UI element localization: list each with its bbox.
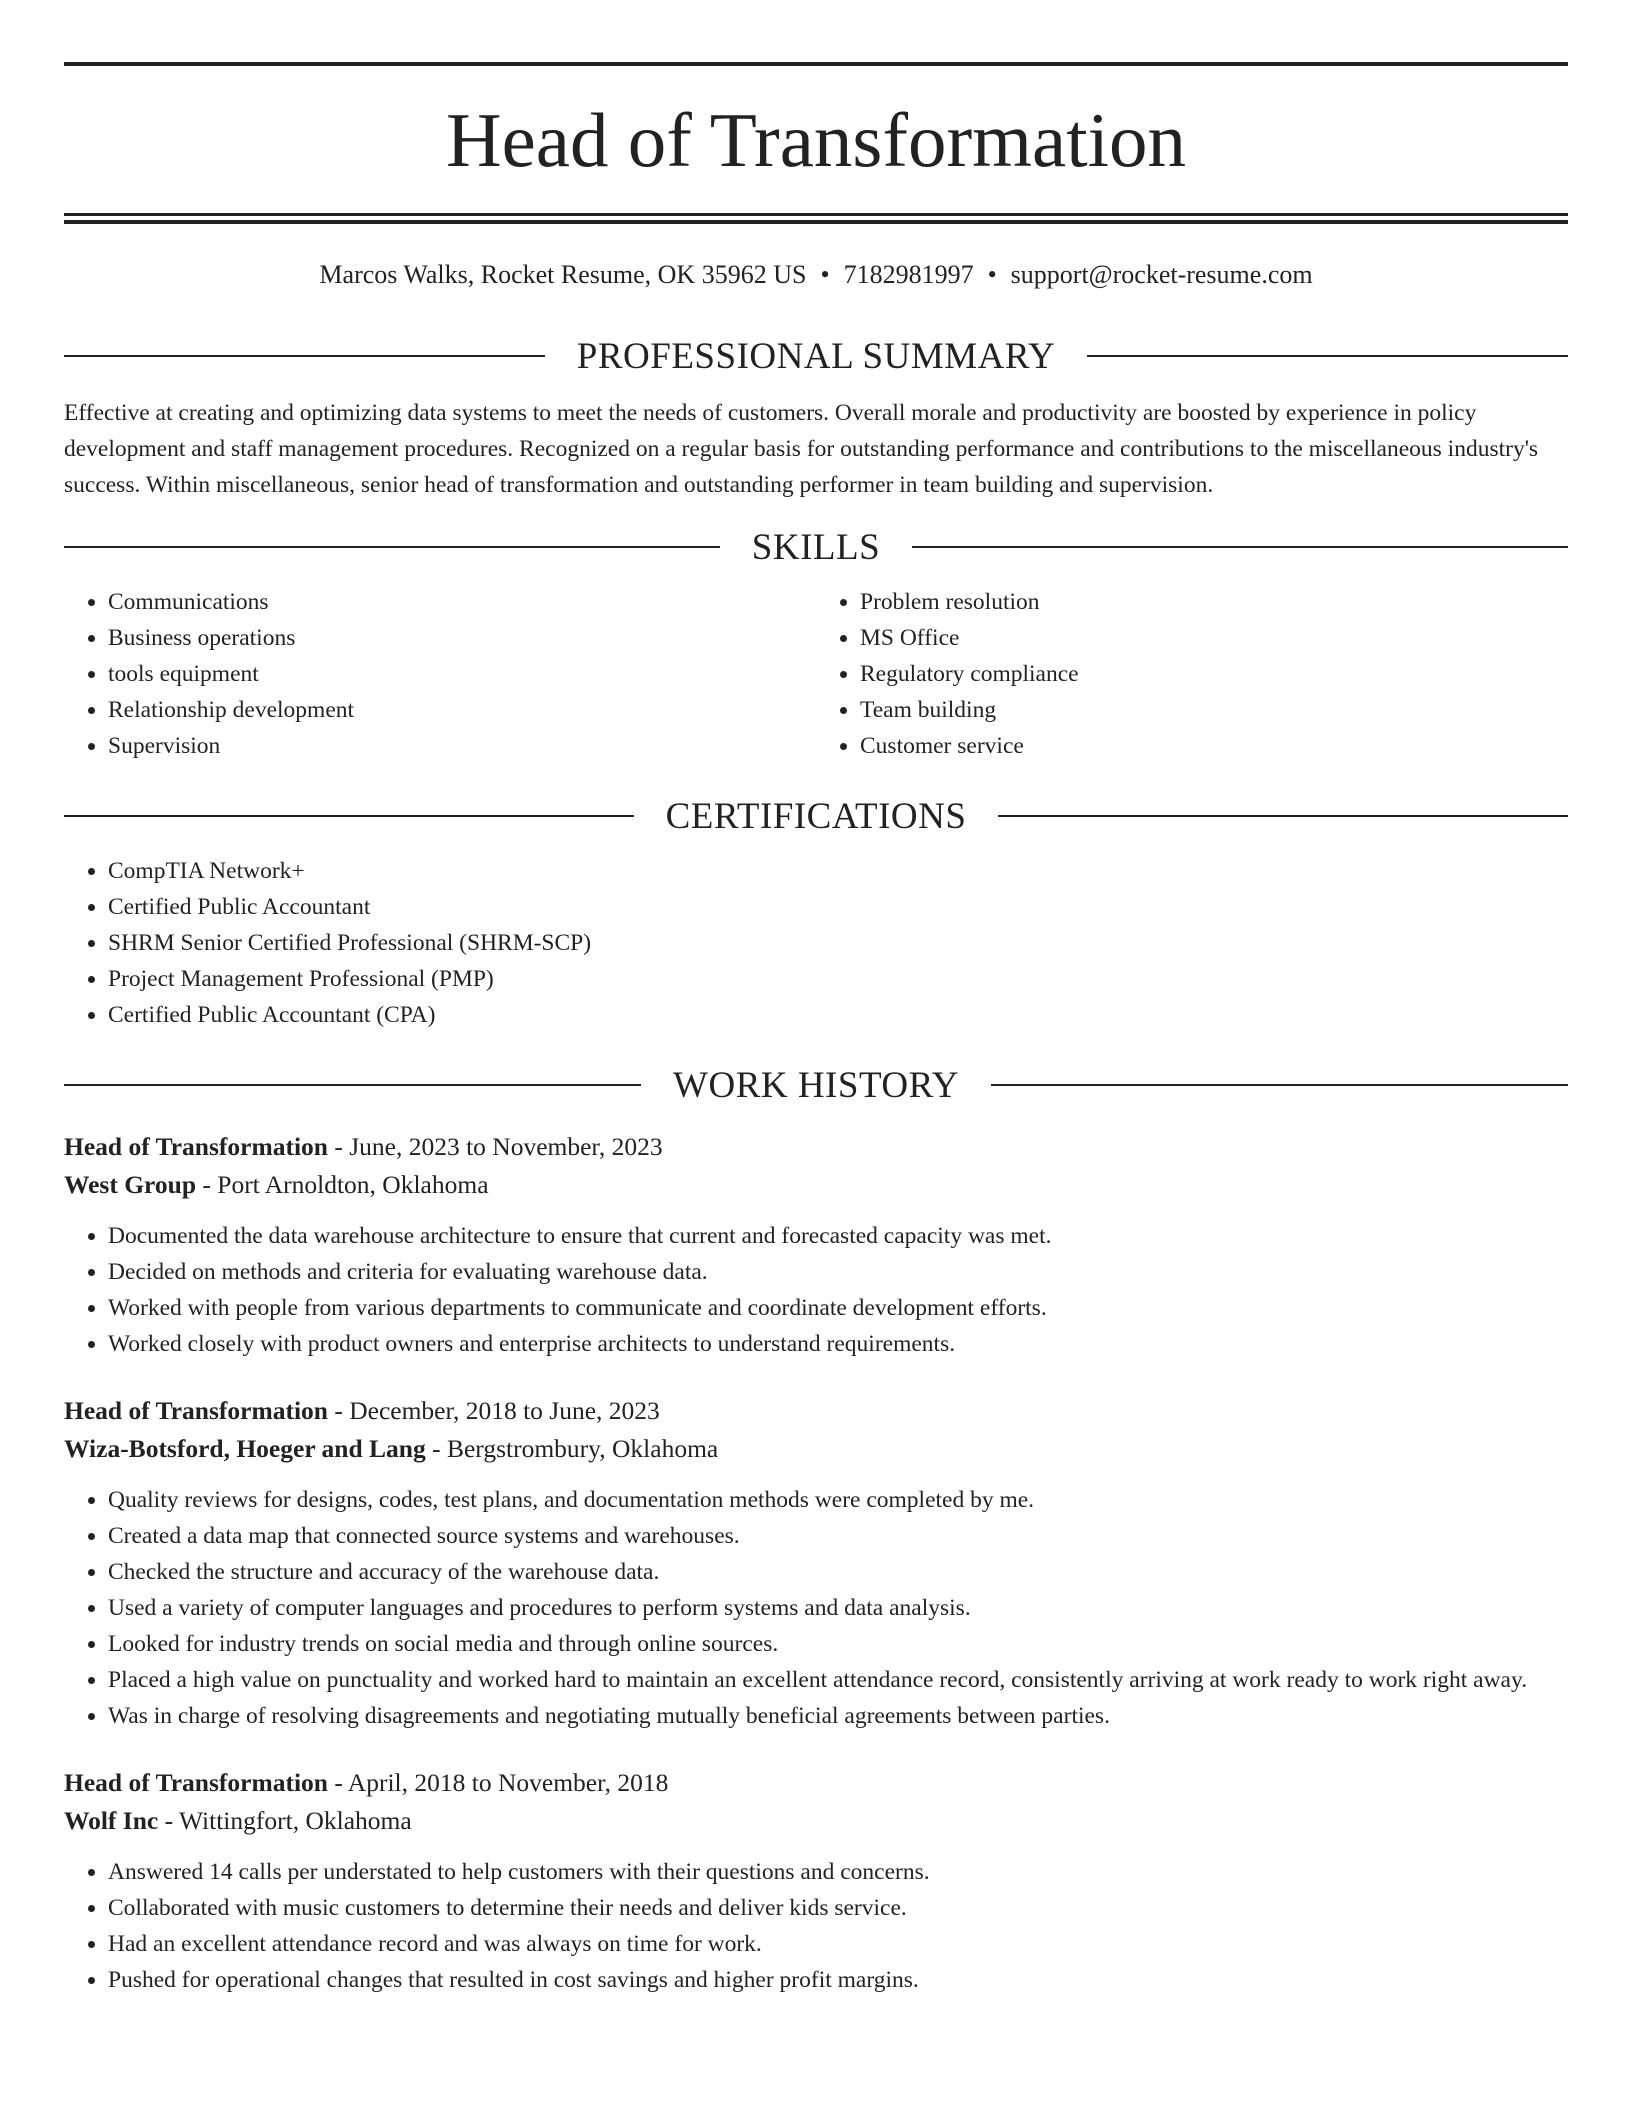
certifications-list	[64, 853, 1568, 1033]
heading-rule-right	[912, 546, 1568, 548]
job-entry	[64, 1764, 1568, 1998]
job-bullets	[64, 1482, 1568, 1734]
summary-text: Effective at creating and optimizing data systems to meet the needs of customers. Overall morale and productivity are boosted by experience in policy development and staff management procedures. Recognized on a regular basis for outstanding performance and contributions to the miscellaneous industry's success. Within miscellaneous, senior head of transformation and outstanding performer in team building and supervision.	[64, 399, 1539, 498]
contact-line	[64, 258, 1568, 292]
list-item: • Had an excellent attendance record and was always on time for work.	[108, 1926, 1568, 1962]
list-item: • Answered 14 calls per understated to help customers with their questions and concerns.	[108, 1854, 1568, 1890]
contact-separator: •	[987, 260, 997, 289]
job-location: - Wittingfort, Oklahoma	[158, 1805, 412, 1835]
list-item: • Created a data map that connected source systems and warehouses.	[108, 1518, 1568, 1554]
work-history-list	[64, 1128, 1568, 1998]
list-item: • Business operations	[108, 620, 816, 656]
list-item: • Regulatory compliance	[860, 656, 1568, 692]
list-item: • Supervision	[108, 728, 816, 764]
job-entry	[64, 1128, 1568, 1362]
job-dates: - April, 2018 to November, 2018	[327, 1767, 669, 1797]
heading-rule-left	[64, 815, 634, 817]
heading-rule-right	[1087, 355, 1568, 357]
job-company-line	[64, 1802, 1568, 1840]
list-item: • Customer service	[860, 728, 1568, 764]
job-dates: - June, 2023 to November, 2023	[327, 1131, 663, 1161]
work-heading	[64, 1064, 1568, 1106]
job-title-line	[64, 1392, 1568, 1430]
job-dates: - December, 2018 to June, 2023	[327, 1395, 660, 1425]
list-item: • Placed a high value on punctuality and worked hard to maintain an excellent attendance record, consistently arriving at work ready to work right away.	[108, 1662, 1568, 1698]
list-item: • Used a variety of computer languages and procedures to perform systems and data analysis.	[108, 1590, 1568, 1626]
list-item: • tools equipment	[108, 656, 816, 692]
top-rule	[64, 62, 1568, 66]
job-company-line	[64, 1430, 1568, 1468]
job-bullets	[64, 1854, 1568, 1998]
list-item: • Checked the structure and accuracy of the warehouse data.	[108, 1554, 1568, 1590]
list-item: • Decided on methods and criteria for evaluating warehouse data.	[108, 1254, 1568, 1290]
skills-title: SKILLS	[751, 526, 881, 568]
certifications-title: CERTIFICATIONS	[665, 795, 967, 837]
contact-separator: •	[820, 260, 830, 289]
job-entry	[64, 1392, 1568, 1734]
heading-rule-left	[64, 1084, 641, 1086]
list-item: • Pushed for operational changes that resulted in cost savings and higher profit margins.	[108, 1962, 1568, 1998]
contact-email: support@rocket-resume.com	[1010, 260, 1313, 289]
job-location: - Bergstrombury, Oklahoma	[425, 1433, 719, 1463]
job-title-line	[64, 1128, 1568, 1166]
resume-title: Head of Transformation	[446, 97, 1186, 183]
list-item: • Certified Public Accountant	[108, 889, 1568, 925]
heading-rule-right	[991, 1084, 1568, 1086]
job-company: Wolf Inc	[64, 1805, 159, 1835]
list-item: • Documented the data warehouse architecture to ensure that current and forecasted capacity was met.	[108, 1218, 1568, 1254]
list-item: • Worked closely with product owners and enterprise architects to understand requirements.	[108, 1326, 1568, 1362]
job-company-line	[64, 1166, 1568, 1204]
job-company: West Group	[64, 1169, 197, 1199]
certifications-heading	[64, 795, 1568, 837]
heading-rule-right	[998, 815, 1568, 817]
contact-address: Marcos Walks, Rocket Resume, OK 35962 US	[319, 260, 807, 289]
work-title: WORK HISTORY	[673, 1064, 959, 1106]
job-role: Head of Transformation	[64, 1131, 328, 1161]
job-location: - Port Arnoldton, Oklahoma	[196, 1169, 489, 1199]
list-item: • Communications	[108, 584, 816, 620]
job-company: Wiza-Botsford, Hoeger and Lang	[64, 1433, 426, 1463]
title-double-rule	[64, 213, 1568, 224]
contact-phone: 7182981997	[843, 260, 974, 289]
job-bullets	[64, 1218, 1568, 1362]
summary-heading	[64, 335, 1568, 377]
job-title-line	[64, 1764, 1568, 1802]
job-role: Head of Transformation	[64, 1395, 328, 1425]
list-item: • Problem resolution	[860, 584, 1568, 620]
heading-rule-left	[64, 546, 720, 548]
list-item: • Project Management Professional (PMP)	[108, 961, 1568, 997]
heading-rule-left	[64, 355, 545, 357]
skills-columns	[64, 584, 1568, 764]
skills-list-right	[816, 584, 1568, 764]
list-item: • CompTIA Network+	[108, 853, 1568, 889]
list-item: • Certified Public Accountant (CPA)	[108, 997, 1568, 1033]
job-role: Head of Transformation	[64, 1767, 328, 1797]
list-item: • Was in charge of resolving disagreements and negotiating mutually beneficial agreements between parties.	[108, 1698, 1568, 1734]
list-item: • SHRM Senior Certified Professional (SHRM-SCP)	[108, 925, 1568, 961]
list-item: • MS Office	[860, 620, 1568, 656]
list-item: • Looked for industry trends on social media and through online sources.	[108, 1626, 1568, 1662]
list-item: • Relationship development	[108, 692, 816, 728]
skills-list-left	[64, 584, 816, 764]
list-item: • Team building	[860, 692, 1568, 728]
skills-heading	[64, 526, 1568, 568]
list-item: • Worked with people from various departments to communicate and coordinate development efforts.	[108, 1290, 1568, 1326]
summary-title: PROFESSIONAL SUMMARY	[576, 335, 1056, 377]
list-item: • Collaborated with music customers to determine their needs and deliver kids service.	[108, 1890, 1568, 1926]
list-item: • Quality reviews for designs, codes, test plans, and documentation methods were completed by me.	[108, 1482, 1568, 1518]
